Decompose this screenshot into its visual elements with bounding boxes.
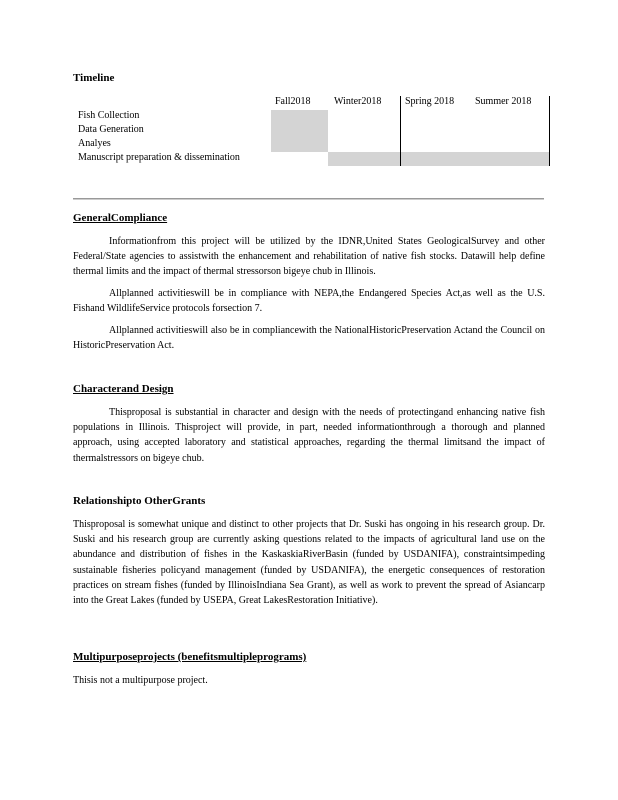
multipurpose-paragraph: Thisis not a multipurpose project.	[73, 675, 208, 686]
section-divider	[73, 198, 544, 200]
heading-multipurpose: Multipurposeprojects (benefitsmultipleprograms)	[73, 651, 307, 663]
timeline-title: Timeline	[73, 72, 115, 84]
task-manuscript: Manuscript preparation & dissemination	[78, 152, 240, 163]
col-spring-2018: Spring 2018	[405, 96, 455, 107]
col-winter-2018: Winter2018	[334, 96, 382, 107]
general-compliance-paragraph-1: Informationfrom this project will be utilized by the IDNR,United States GeologicalSurvey and other Federal/State agencies to assistwith the enhancement and rehabilitation of native fish stocks. Datawill help define thermal limits and the impact of thermal stressorson bigeye chub in Illinois.	[73, 236, 545, 278]
column-divider-end	[549, 96, 550, 166]
task-analyses: Analyes	[78, 138, 111, 149]
col-fall-2018: Fall2018	[275, 96, 311, 107]
col-summer-2018: Summer 2018	[475, 96, 532, 107]
character-design-paragraph: Thisproposal is substantial in character and design with the needs of protectingand enhancing native fish populations in Illinois. Thisproject will provide, in part, needed informationthrough a thorough and planned approach, using accepted laboratory and statistical approaches, regarding the thermal limitsand the impact of thermalstressors on bigeye chub.	[73, 407, 545, 464]
heading-character-design: Characterand Design	[73, 383, 174, 395]
heading-relationship-other-grants: Relationshipto OtherGrants	[73, 495, 206, 507]
gantt-bar-fall	[271, 110, 328, 152]
gantt-bar-manuscript	[328, 152, 549, 166]
column-divider-spring	[400, 96, 401, 166]
relationship-paragraph: Thisproposal is somewhat unique and distinct to other projects that Dr. Suski has ongoing in his research group. Dr. Suski and his research group are currently asking questions related to the impacts of agricultural land use on the abundance and distribution of fishes in the KaskaskiaRiverBasin (funded by USDANIFA), constraintsimpeding sustainable fisheries policyand management (funded by USDANIFA), the energetic consequences of restoration practices on stream fishes (funded by IllinoisIndiana Sea Grant), as well as work to prevent the spread of Asiancarp into the Great Lakes (funded by USEPA, Great LakesRestoration Initiative).	[73, 519, 545, 607]
task-data-generation: Data Generation	[78, 124, 144, 135]
task-fish-collection: Fish Collection	[78, 110, 140, 121]
heading-general-compliance: GeneralCompliance	[73, 212, 168, 224]
general-compliance-paragraph-3: Allplanned activitieswill also be in compliancewith the NationalHistoricPreservation Actand the Council on HistoricPreservation Act.	[73, 325, 545, 352]
general-compliance-paragraph-2: Allplanned activitieswill be in compliance with NEPA,the Endangered Species Act,as well as the U.S. Fishand WildlifeService protocols forsection 7.	[73, 288, 545, 315]
